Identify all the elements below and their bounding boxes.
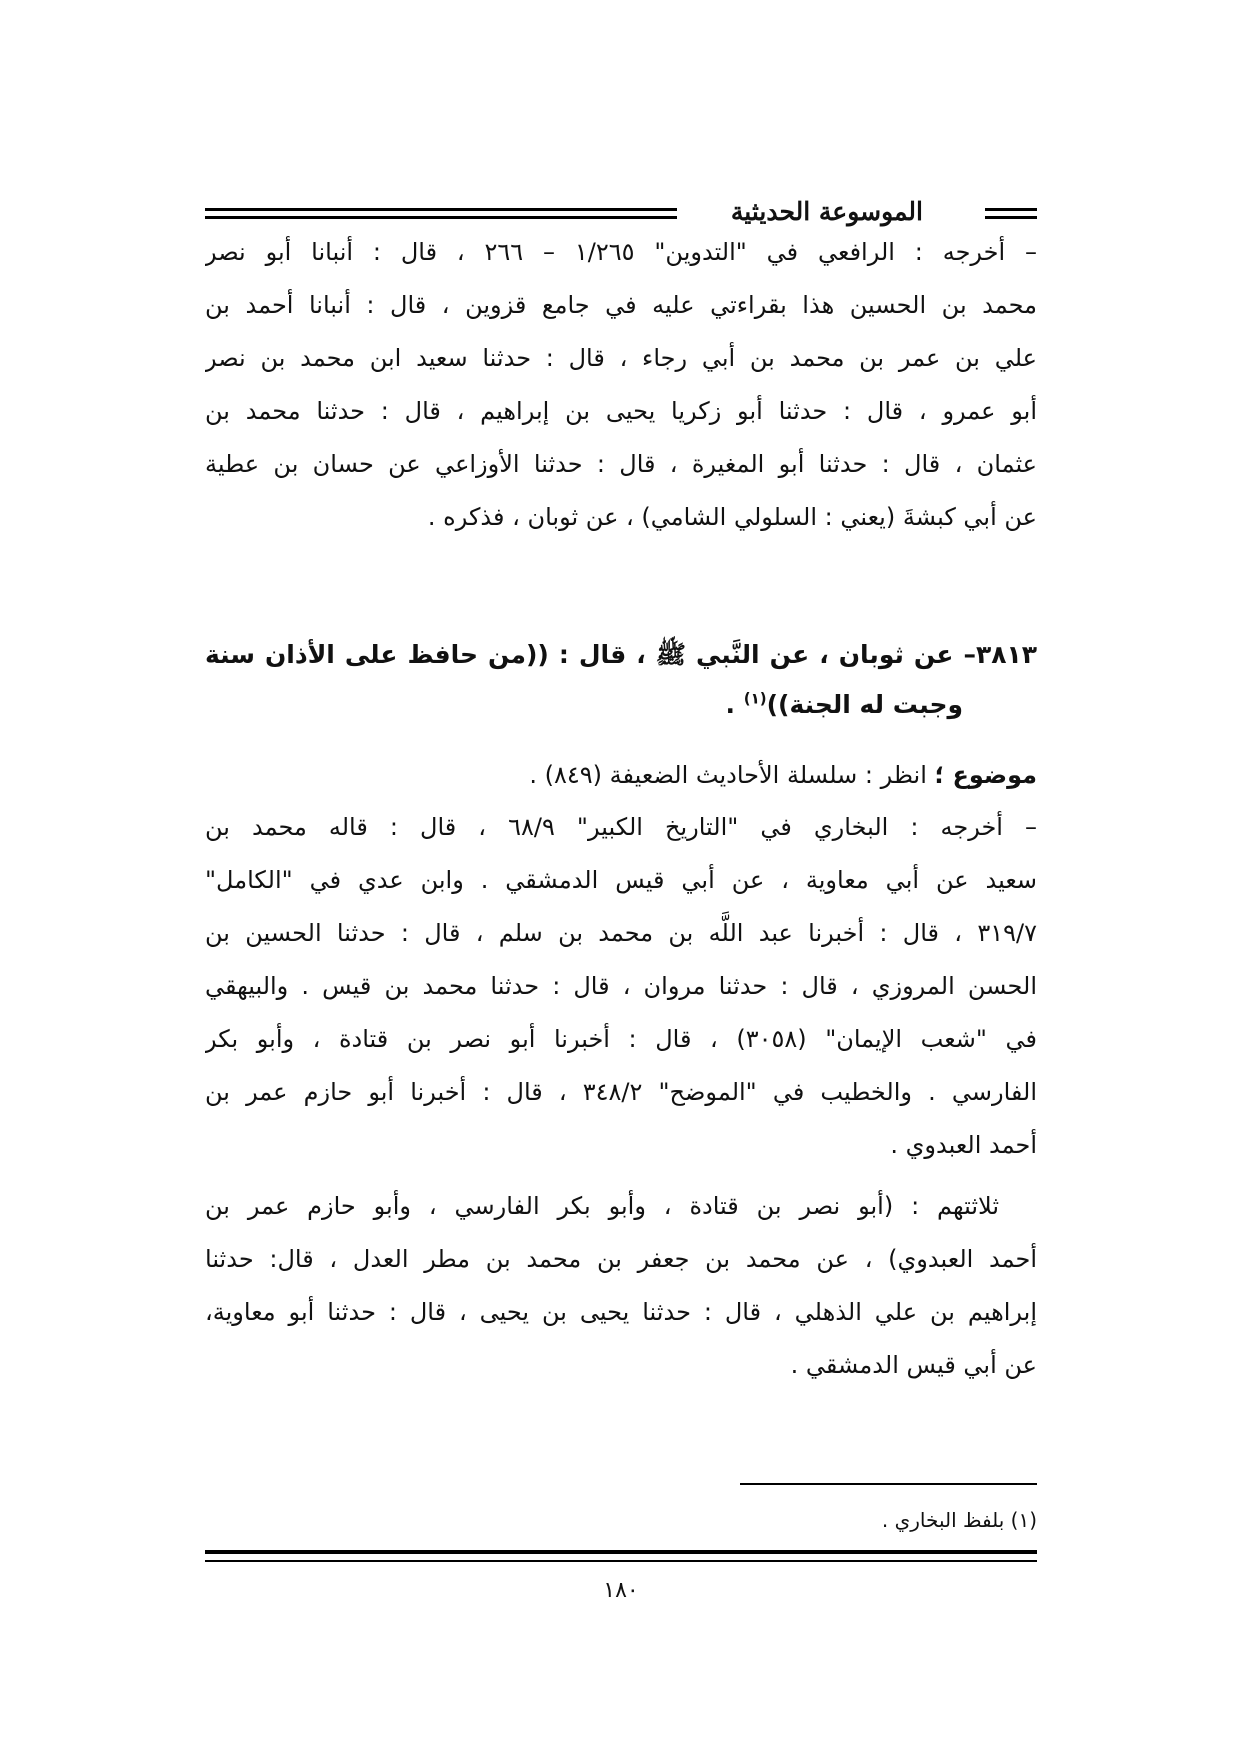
header-rule-left	[205, 208, 677, 219]
header-title: الموسوعة الحديثية	[717, 190, 937, 234]
footnote-reference[interactable]: (١)	[743, 689, 767, 708]
text-line: محمد بن الحسين هذا بقراءتي عليه في جامع قزوين ، قال : أنبانا أحمد بن	[205, 291, 1037, 319]
text-line: ثلاثتهم : (أبو نصر بن قتادة ، وأبو بكر الفارسي ، وأبو حازم عمر بن	[205, 1192, 999, 1220]
text-line: إبراهيم بن علي الذهلي ، قال : حدثنا يحيى بن يحيى ، قال : حدثنا أبو معاوية،	[205, 1298, 1037, 1326]
hadith-verdict	[205, 749, 1037, 802]
hadith-line-end: .	[725, 690, 744, 719]
text-line: – أخرجه : الرافعي في "التدوين" ١/٢٦٥ – ٢٦٦ ، قال : أنبانا أبو نصر	[205, 238, 1037, 266]
text-line: الحسن المروزي ، قال : حدثنا مروان ، قال : حدثنا محمد بن قيس . والبيهقي	[205, 972, 1037, 1000]
takhrij-paragraph-2	[205, 801, 1037, 1172]
footnote-separator	[740, 1483, 1037, 1485]
text-line: – أخرجه : البخاري في "التاريخ الكبير" ٦٨/٩ ، قال : قاله محمد بن	[205, 813, 1037, 841]
takhrij-paragraph-3	[205, 1180, 1037, 1392]
text-line: ٣١٩/٧ ، قال : أخبرنا عبد اللَّه بن محمد بن سلم ، قال : حدثنا الحسين بن	[205, 919, 1037, 947]
text-line: عن أبي كبشةَ (يعني : السلولي الشامي) ، عن ثوبان ، فذكره .	[427, 503, 1037, 531]
text-line: أحمد العبدوي .	[890, 1131, 1037, 1159]
header-rule-right	[985, 208, 1037, 219]
hadith-line	[205, 680, 1037, 730]
verdict-text: انظر : سلسلة الأحاديث الضعيفة (٨٤٩) .	[529, 761, 935, 789]
text-line: الفارسي . والخطيب في "الموضح" ٣٤٨/٢ ، قال : أخبرنا أبو حازم عمر بن	[205, 1078, 1037, 1106]
takhrij-paragraph-1	[205, 226, 1037, 544]
hadith-line-text: وجبت له الجنة))	[766, 690, 963, 719]
text-line: عثمان ، قال : حدثنا أبو المغيرة ، قال : حدثنا الأوزاعي عن حسان بن عطية	[205, 450, 1037, 478]
hadith-line: ٣٨١٣– عن ثوبان ، عن النَّبي ﷺ ، قال : ((من حافظ على الأذان سنة	[205, 640, 1037, 669]
text-line: أبو عمرو ، قال : حدثنا أبو زكريا يحيى بن إبراهيم ، قال : حدثنا محمد بن	[205, 397, 1037, 425]
footer-rule	[205, 1550, 1037, 1562]
page-number: ١٨٠	[603, 1578, 639, 1603]
text-line: علي بن عمر بن محمد بن أبي رجاء ، قال : حدثنا سعيد ابن محمد بن نصر	[205, 344, 1037, 372]
verdict-label: موضوع ؛	[934, 761, 1037, 789]
footnote: (١) بلفظ البخاري .	[881, 1508, 1037, 1532]
text-line: عن أبي قيس الدمشقي .	[790, 1351, 1037, 1379]
text-line: أحمد العبدوي) ، عن محمد بن جعفر بن محمد بن مطر العدل ، قال: حدثنا	[205, 1245, 1037, 1273]
text-line: في "شعب الإيمان" (٣٠٥٨) ، قال : أخبرنا أبو نصر بن قتادة ، وأبو بكر	[205, 1025, 1037, 1053]
hadith-text	[205, 630, 1037, 730]
text-line: سعيد عن أبي معاوية ، عن أبي قيس الدمشقي . وابن عدي في "الكامل"	[205, 866, 1037, 894]
